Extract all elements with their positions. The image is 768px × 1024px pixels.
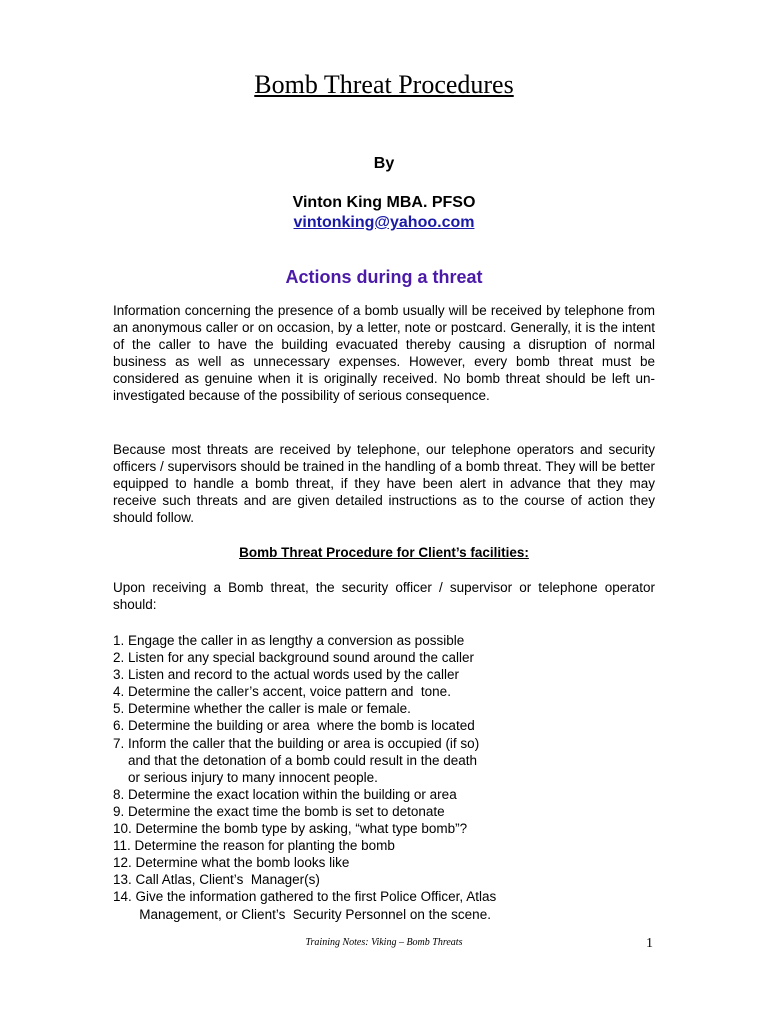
author-email — [0, 214, 768, 232]
list-item: 2. Listen for any special background sound around the caller — [113, 650, 474, 666]
list-item: 4. Determine the caller’s accent, voice pattern and tone. — [113, 684, 451, 700]
list-item: 5. Determine whether the caller is male or female. — [113, 701, 411, 717]
procedure-intro: Upon receiving a Bomb threat, the security officer / supervisor or telephone operator should: — [113, 580, 655, 613]
list-item: Management, or Client’s Security Personnel on the scene. — [113, 906, 491, 922]
section-heading: Actions during a threat — [285, 267, 483, 287]
list-item: 3. Listen and record to the actual words used by the caller — [113, 667, 459, 683]
byline: By — [373, 155, 395, 172]
list-item: 12. Determine what the bomb looks like — [113, 855, 350, 871]
author-name: Vinton King MBA. PFSO — [292, 194, 476, 211]
list-item: 10. Determine the bomb type by asking, “what type bomb”? — [113, 821, 468, 837]
procedure-subheading: Bomb Threat Procedure for Client’s facilities: — [239, 545, 529, 560]
list-item: 13. Call Atlas, Client’s Manager(s) — [113, 872, 320, 888]
list-item: 9. Determine the exact time the bomb is set to detonate — [113, 803, 445, 819]
paragraph-1: Information concerning the presence of a bomb usually will be received by telephone from an anonymous caller or on occasion, by a letter, note or postcard. Generally, it is the intent of the caller to have the building evacuated thereby causing a disruption of normal business as well as unnecessary expenses. However, every bomb threat must be considered as genuine when it is originally received. No bomb threat should be left un-investigated because of the possibility of serious consequence. — [113, 303, 655, 404]
list-item: 1. Engage the caller in as lengthy a conversion as possible — [113, 633, 465, 648]
list-item: 14. Give the information gathered to the first Police Officer, Atlas — [113, 889, 497, 905]
paragraph-2: Because most threats are received by telephone, our telephone operators and security officers / supervisors should be trained in the handling of a bomb threat. They will be better equipped to handle a bomb threat, if they have been alert in advance that they may receive such threats and are given detailed instructions as to the course of action they should follow. — [113, 442, 655, 526]
list-item: 11. Determine the reason for planting the bomb — [113, 838, 395, 854]
page-footer: Training Notes: Viking – Bomb Threats — [305, 937, 463, 948]
list-item: or serious injury to many innocent people. — [113, 769, 378, 785]
procedure-steps — [113, 632, 673, 923]
list-item: 7. Inform the caller that the building or area is occupied (if so) — [113, 735, 480, 751]
list-item: 8. Determine the exact location within the building or area — [113, 786, 457, 802]
author-email-link[interactable]: vintonking@yahoo.com — [293, 214, 475, 231]
document-title: Bomb Threat Procedures — [254, 70, 514, 99]
list-item: and that the detonation of a bomb could result in the death — [113, 752, 478, 768]
list-item: 6. Determine the building or area where the bomb is located — [113, 718, 475, 734]
page-number: 1 — [646, 936, 653, 951]
